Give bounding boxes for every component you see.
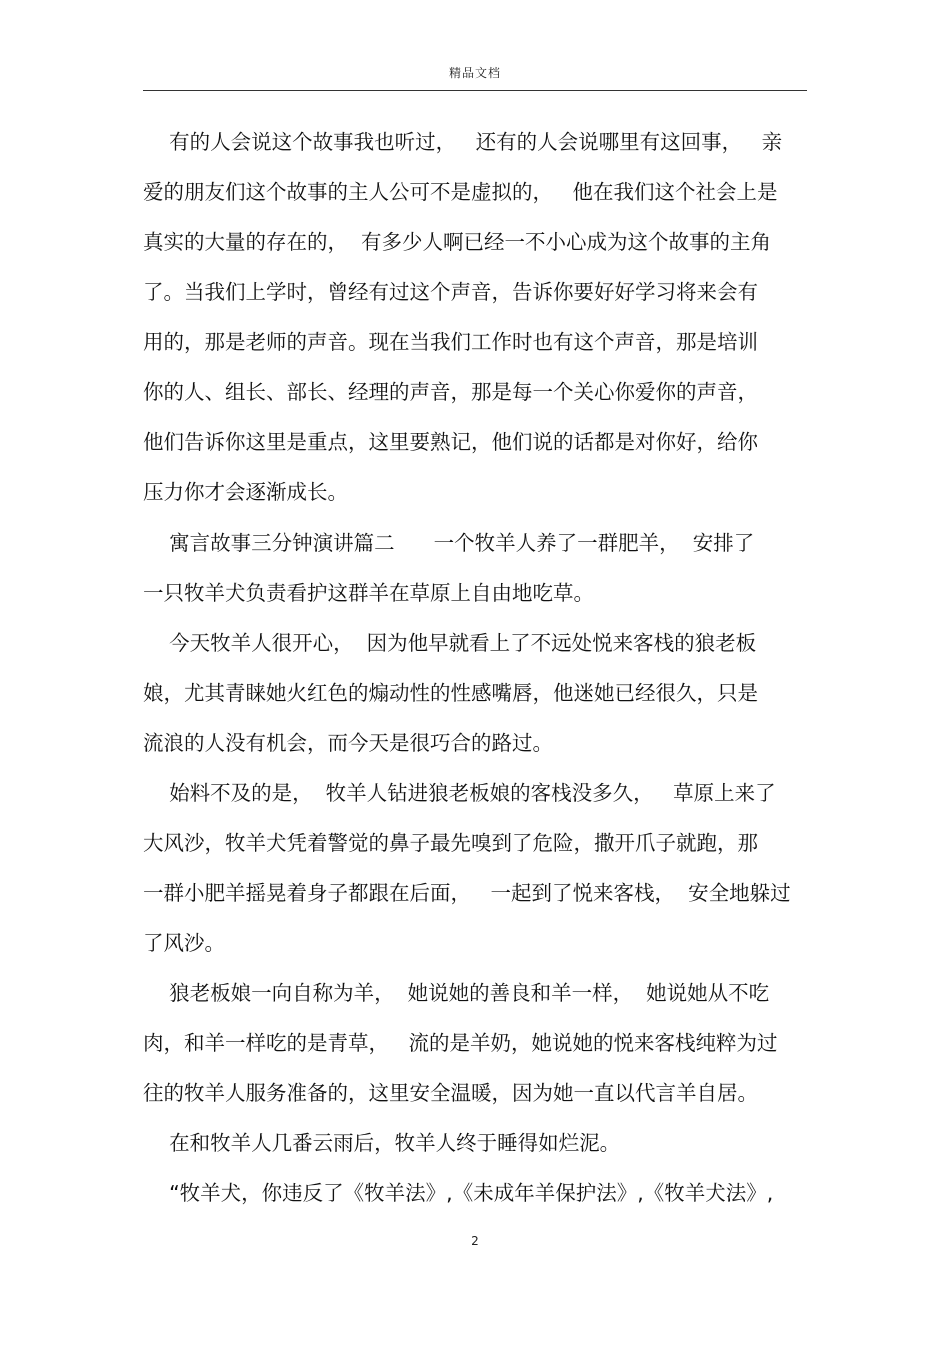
text-line: 用的，那是老师的声音。现在当我们工作时也有这个声音，那是培训 (143, 330, 758, 354)
text-line: 流浪的人没有机会，而今天是很巧合的路过。 (143, 731, 553, 755)
text-line: 爱的朋友们这个故事的主人公可不是虚拟的， 他在我们这个社会上是 (143, 180, 778, 204)
text-line: “牧羊犬，你违反了《牧羊法》,《未成年羊保护法》,《牧羊犬法》, (143, 1181, 774, 1205)
text-line: 一群小肥羊摇晃着身子都跟在后面， 一起到了悦来客栈， 安全地躲过 (143, 881, 791, 905)
text-line: 大风沙，牧羊犬凭着警觉的鼻子最先嗅到了危险，撒开爪子就跑，那 (143, 831, 758, 855)
text-line: 一只牧羊犬负责看护这群羊在草原上自由地吃草。 (143, 581, 594, 605)
page-header: 精品文档 (448, 66, 501, 80)
text-line: 狼老板娘一向自称为羊， 她说她的善良和羊一样， 她说她从不吃 (143, 981, 770, 1005)
text-line: 压力你才会逐渐成长。 (143, 480, 348, 504)
text-line: 娘，尤其青睐她火红色的煽动性的性感嘴唇，他迷她已经很久，只是 (143, 681, 758, 705)
text-line: 了风沙。 (143, 931, 225, 955)
header-divider (143, 90, 807, 91)
text-line: 有的人会说这个故事我也听过， 还有的人会说哪里有这回事， 亲 (143, 130, 783, 154)
text-line: 真实的大量的存在的， 有多少人啊已经一不小心成为这个故事的主角 (143, 230, 772, 254)
text-line: 寓言故事三分钟演讲篇二 一个牧羊人养了一群肥羊， 安排了 (143, 531, 755, 555)
text-line: 了。当我们上学时，曾经有过这个声音，告诉你要好好学习将来会有 (143, 280, 758, 304)
page-number: 2 (471, 1234, 479, 1248)
text-line: 始料不及的是， 牧羊人钻进狼老板娘的客栈没多久， 草原上来了 (143, 781, 776, 805)
text-line: 在和牧羊人几番云雨后，牧羊人终于睡得如烂泥。 (143, 1131, 621, 1155)
text-line: 今天牧羊人很开心， 因为他早就看上了不远处悦来客栈的狼老板 (143, 631, 757, 655)
text-line: 肉，和羊一样吃的是青草， 流的是羊奶，她说她的悦来客栈纯粹为过 (143, 1031, 778, 1055)
text-line: 他们告诉你这里是重点，这里要熟记，他们说的话都是对你好，给你 (143, 430, 758, 454)
text-line: 你的人、组长、部长、经理的声音，那是每一个关心你爱你的声音， (143, 380, 758, 404)
text-line: 往的牧羊人服务准备的，这里安全温暖，因为她一直以代言羊自居。 (143, 1081, 758, 1105)
